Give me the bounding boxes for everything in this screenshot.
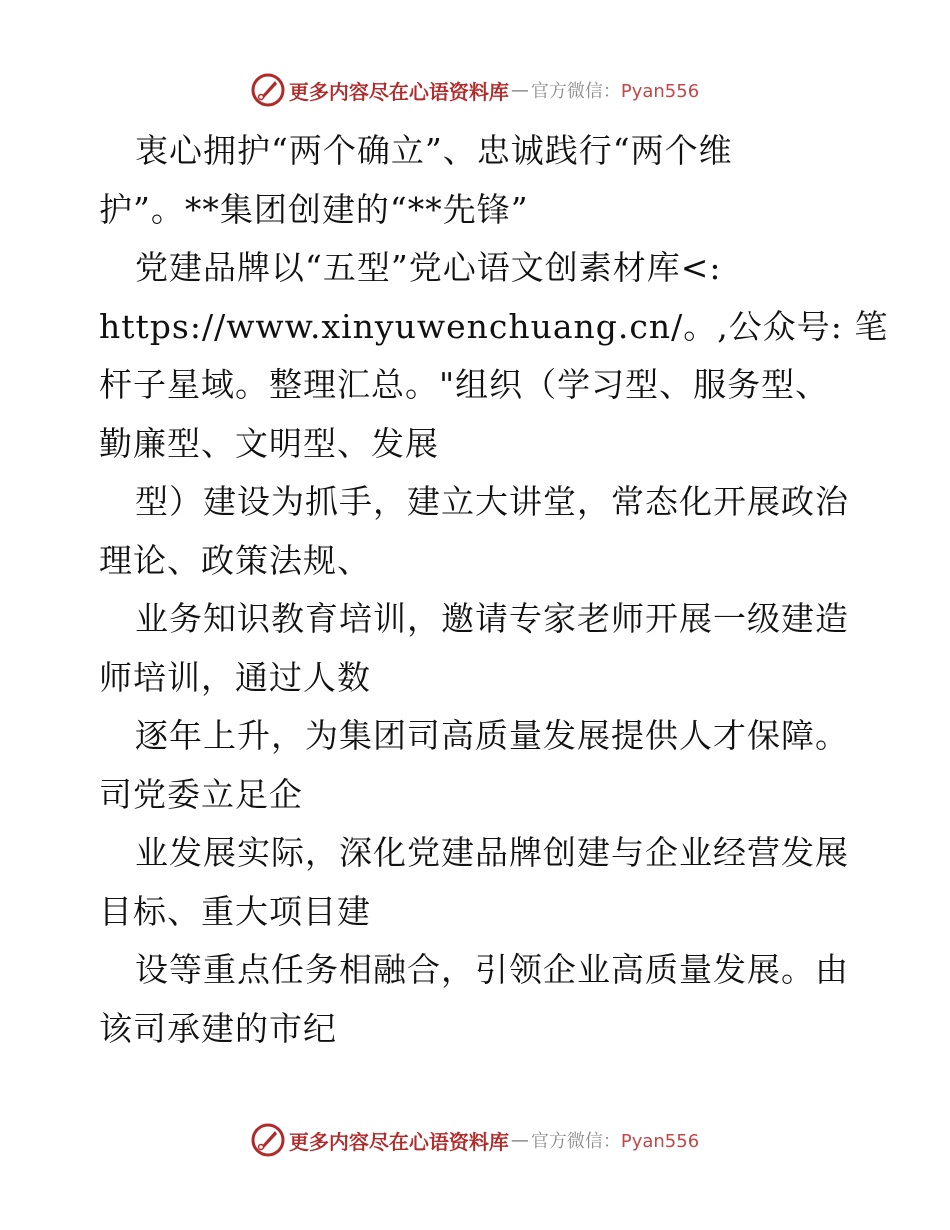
- banner-separator: —: [510, 1129, 529, 1151]
- body-line: https://www.xinyuwenchuang.cn/。,公众号: 笔: [99, 306, 889, 346]
- body-line: 该司承建的市纪: [99, 1008, 337, 1048]
- body-line: 逐年上升，为集团司高质量发展提供人才保障。: [135, 716, 849, 755]
- body-line: 衷心拥护“两个确立”、忠诚践行“两个维: [135, 131, 733, 170]
- footer-banner: [0, 1120, 950, 1160]
- body-line: 勤廉型、文明型、发展: [99, 423, 439, 463]
- wechat-id: Pyan556: [620, 81, 700, 102]
- body-line: 师培训，通过人数: [99, 657, 371, 697]
- wechat-id: Pyan556: [620, 1131, 700, 1152]
- document-body: [99, 122, 889, 1058]
- wechat-label: 官方微信：: [530, 1131, 621, 1152]
- body-line: 目标、重大项目建: [99, 891, 371, 931]
- quill-logo-icon: [251, 73, 285, 107]
- body-line: 业务知识教育培训，邀请专家老师开展一级建造: [135, 599, 849, 638]
- body-line: 护”。**集团创建的“**先锋”: [99, 189, 529, 229]
- site-name: 更多内容尽在心语资料库: [288, 79, 509, 104]
- body-line: 杆子星域。整理汇总。"组织（学习型、服务型、: [99, 365, 830, 404]
- site-name: 更多内容尽在心语资料库: [288, 1129, 509, 1154]
- body-line: 业发展实际，深化党建品牌创建与企业经营发展: [135, 833, 849, 872]
- header-banner: [0, 70, 950, 110]
- body-line: 型）建设为抓手，建立大讲堂，常态化开展政治: [135, 482, 849, 521]
- quill-logo-icon: [251, 1123, 285, 1157]
- banner-separator: —: [510, 79, 529, 101]
- wechat-info: [531, 1127, 699, 1153]
- body-line: 理论、政策法规、: [99, 540, 371, 580]
- body-line: 设等重点任务相融合，引领企业高质量发展。由: [135, 950, 849, 989]
- wechat-info: [531, 77, 699, 103]
- body-line: 司党委立足企: [99, 774, 303, 814]
- body-line: 党建品牌以“五型”党心语文创素材库<:: [135, 248, 722, 287]
- wechat-label: 官方微信：: [530, 81, 621, 102]
